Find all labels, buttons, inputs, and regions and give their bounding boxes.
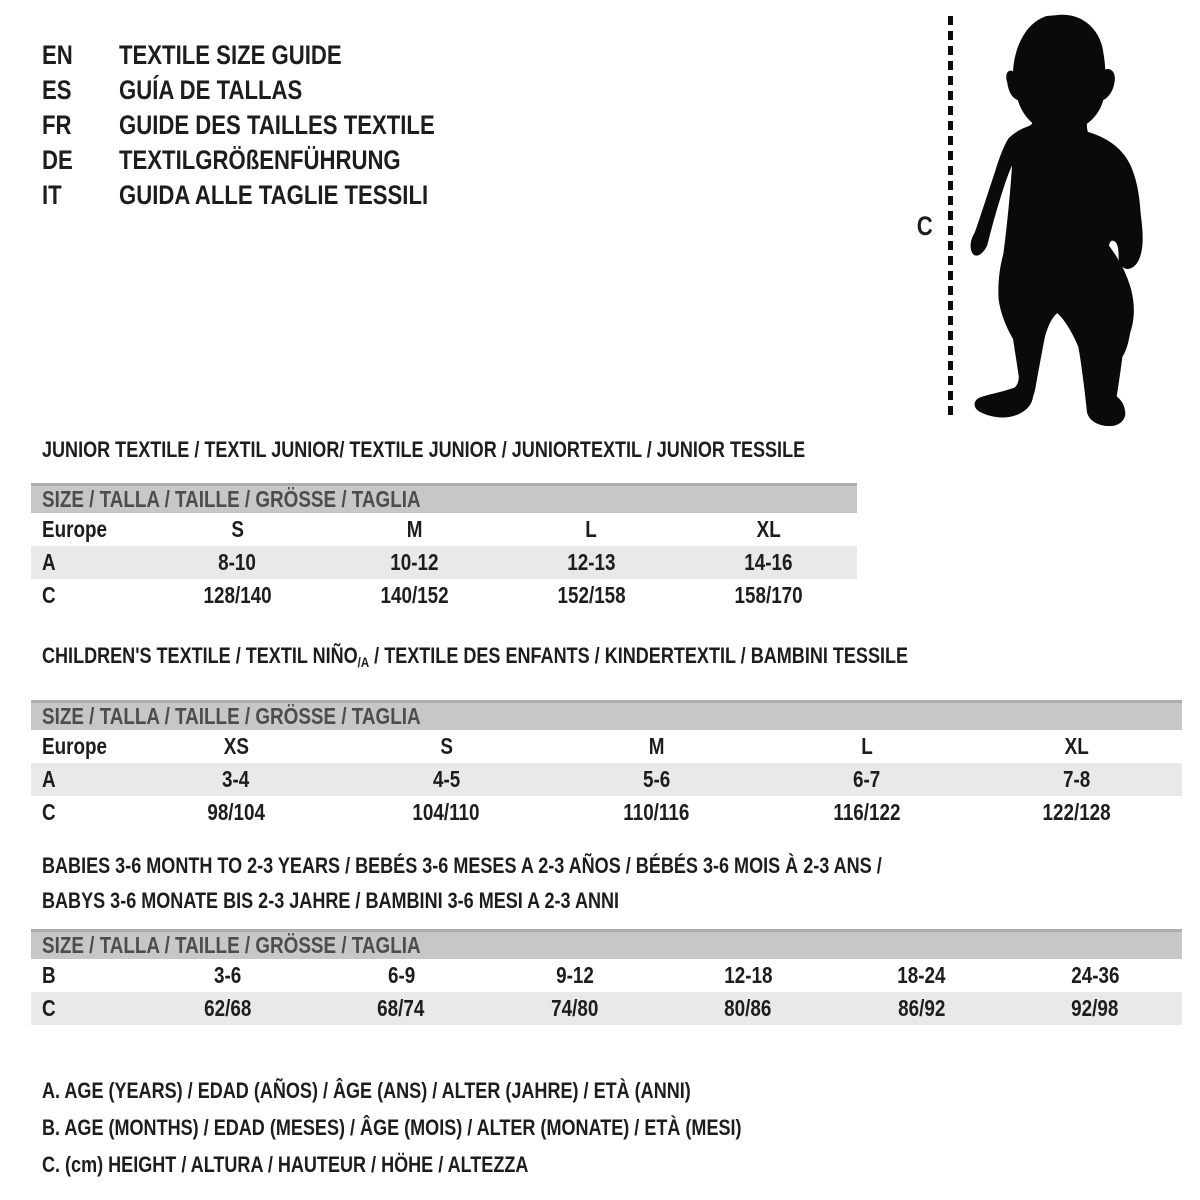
table-row-age — [31, 546, 857, 579]
cell-value: 12-13 — [567, 549, 616, 575]
cell-value: L — [585, 516, 598, 542]
size-header-bar — [31, 929, 1182, 959]
row-label: C — [42, 995, 56, 1021]
junior-size-table — [31, 483, 857, 612]
babies-section-title-line1: BABIES 3-6 MONTH TO 2-3 YEARS / BEBÉS 3-6 MESES A 2-3 AÑOS / BÉBÉS 3-6 MOIS À 2-3 ANS / — [42, 853, 882, 878]
cell-value: 5-6 — [642, 766, 671, 792]
title-subscript: /A — [357, 654, 370, 670]
size-header-text: SIZE / TALLA / TAILLE / GRÖSSE / TAGLIA — [42, 486, 421, 512]
language-title-list — [42, 38, 504, 213]
legend — [42, 1072, 895, 1183]
language-code: DE — [42, 145, 73, 175]
language-title: TEXTILGRÖßENFÜHRUNG — [119, 145, 401, 175]
cell-value: 122/128 — [1042, 799, 1111, 825]
cell-value: 68/74 — [377, 995, 425, 1021]
row-label: Europe — [42, 516, 107, 542]
cell-value: 4-5 — [432, 766, 460, 792]
cell-value: 128/140 — [203, 582, 272, 608]
language-row-fr — [42, 108, 504, 143]
cell-value: 140/152 — [380, 582, 449, 608]
language-title: GUÍA DE TALLAS — [119, 75, 303, 105]
children-section-title-text: CHILDREN'S TEXTILE / TEXTIL $NIÑO_{/A}$ / TEXTILE DES ENFANTS / KINDERTEXTIL / BAMBINI TESSILE — [42, 643, 909, 670]
junior-section-title-text: JUNIOR TEXTILE / TEXTIL JUNIOR/ TEXTILE JUNIOR / JUNIORTEXTIL / JUNIOR TESSILE — [42, 437, 806, 462]
row-label: A — [42, 766, 56, 792]
language-title: GUIDE DES TAILLES TEXTILE — [119, 110, 435, 140]
row-label: Europe — [42, 733, 107, 759]
cell-value: XS — [223, 733, 249, 759]
language-code: ES — [42, 75, 72, 105]
cell-value: M — [406, 516, 423, 542]
size-header-text: SIZE / TALLA / TAILLE / GRÖSSE / TAGLIA — [42, 703, 421, 729]
cell-value: 12-18 — [724, 962, 773, 988]
language-code: FR — [42, 110, 72, 140]
cell-value: 158/170 — [734, 582, 803, 608]
height-dashed-line — [948, 16, 953, 418]
height-measure-label: C — [916, 211, 933, 241]
cell-value: 24-36 — [1071, 962, 1120, 988]
babies-size-table — [31, 929, 1182, 1025]
cell-value: M — [648, 733, 665, 759]
cell-value: 18-24 — [897, 962, 946, 988]
cell-value: 104/110 — [412, 799, 480, 825]
language-row-es — [42, 73, 504, 108]
table-row-age — [31, 763, 1182, 796]
cell-value: 110/116 — [623, 799, 690, 825]
size-header-text: SIZE / TALLA / TAILLE / GRÖSSE / TAGLIA — [42, 932, 421, 958]
cell-value: 116/122 — [833, 799, 901, 825]
children-size-table — [31, 700, 1182, 829]
size-header-bar — [31, 483, 857, 513]
cell-value: 9-12 — [555, 962, 594, 988]
cell-value: 98/104 — [207, 799, 265, 825]
cell-value: S — [439, 733, 453, 759]
language-row-it — [42, 178, 504, 213]
children-section-title — [42, 643, 1098, 675]
junior-section-title — [42, 437, 973, 463]
table-row-height — [31, 992, 1182, 1025]
row-label: C — [42, 799, 56, 825]
table-row-height — [31, 579, 857, 612]
babies-section-title-line2: BABYS 3-6 MONATE BIS 2-3 JAHRE / BAMBINI 3-6 MESI A 2-3 ANNI — [42, 888, 620, 913]
cell-value: L — [860, 733, 873, 759]
language-row-de — [42, 143, 504, 178]
size-header-bar — [31, 700, 1182, 730]
cell-value: 3-4 — [222, 766, 250, 792]
language-title: GUIDA ALLE TAGLIE TESSILI — [119, 180, 429, 210]
baby-silhouette-shape — [971, 15, 1143, 426]
cell-value: 10-12 — [390, 549, 439, 575]
legend-line-age-years: A. AGE (YEARS) / EDAD (AÑOS) / ÂGE (ANS) / ALTER (JAHRE) / ETÀ (ANNI) — [42, 1077, 691, 1103]
table-row-height — [31, 796, 1182, 829]
language-code: EN — [42, 40, 73, 70]
row-label: B — [42, 962, 56, 988]
cell-value: 14-16 — [744, 549, 793, 575]
legend-line-height: C. (cm) HEIGHT / ALTURA / HAUTEUR / HÖHE / ALTEZZA — [42, 1151, 529, 1177]
cell-value: 152/158 — [557, 582, 626, 608]
cell-value: 92/98 — [1071, 995, 1119, 1021]
cell-value: 6-7 — [853, 766, 881, 792]
row-label: C — [42, 582, 56, 608]
cell-value: XL — [756, 516, 781, 542]
cell-value: 62/68 — [204, 995, 252, 1021]
cell-value: 80/86 — [724, 995, 772, 1021]
cell-value: 6-9 — [387, 962, 415, 988]
cell-value: S — [231, 516, 244, 542]
language-title: TEXTILE SIZE GUIDE — [119, 40, 342, 70]
language-code: IT — [42, 180, 62, 210]
table-row-europe — [31, 730, 1182, 763]
baby-silhouette — [965, 10, 1157, 426]
table-row-europe — [31, 513, 857, 546]
row-label: A — [42, 549, 56, 575]
cell-value: 7-8 — [1063, 766, 1091, 792]
cell-value: 74/80 — [551, 995, 599, 1021]
cell-value: XL — [1064, 733, 1089, 759]
cell-value: 8-10 — [218, 549, 257, 575]
legend-line-age-months: B. AGE (MONTHS) / EDAD (MESES) / ÂGE (MOIS) / ALTER (MONATE) / ETÀ (MESI) — [42, 1114, 742, 1140]
language-row-en — [42, 38, 504, 73]
cell-value: 3-6 — [214, 962, 242, 988]
cell-value: 86/92 — [898, 995, 946, 1021]
table-row-age-months — [31, 959, 1182, 992]
babies-section-title — [42, 848, 1066, 918]
